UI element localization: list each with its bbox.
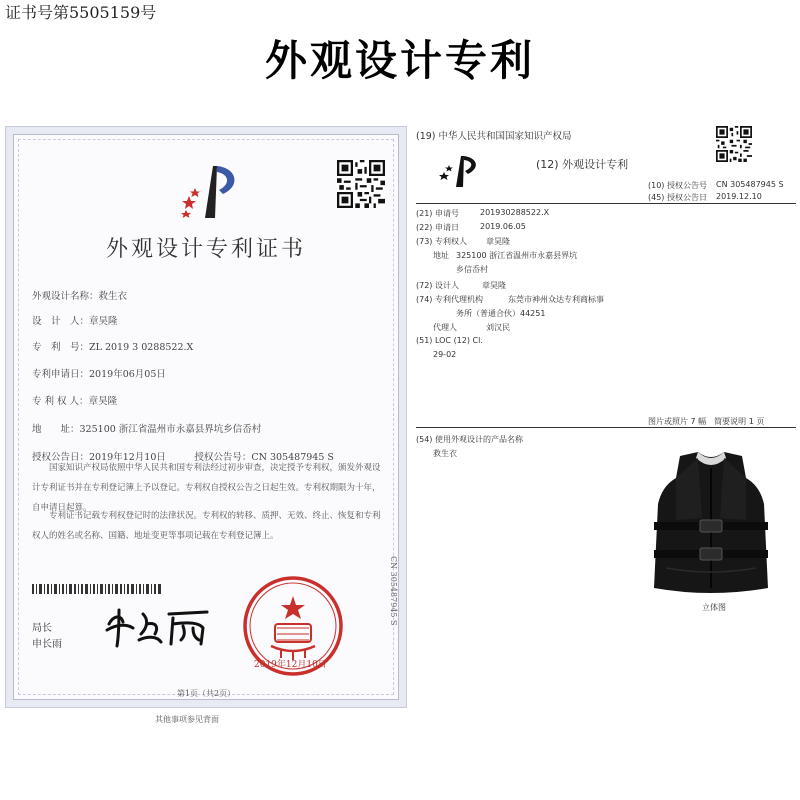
- seal-date: 2019年12月10日: [254, 660, 327, 670]
- life-vest-image: [636, 448, 786, 596]
- row-label-agent: 代理人: [433, 323, 457, 332]
- pages-note: 图片或照片 7 幅 简要说明 1 页: [648, 417, 765, 426]
- signer-title: 局长: [32, 623, 52, 634]
- field-application-date: 专利申请日：2019年06月05日: [32, 369, 166, 380]
- row-value-application-no: 201930288522.X: [480, 208, 550, 217]
- row-value-agency-cont: 务所（普通合伙）44251: [456, 309, 546, 318]
- grant-date-label: (45) 授权公告日: [648, 193, 707, 202]
- certificate-paragraph-1: 国家知识产权局依照中华人民共和国专利法经过初步审查，决定授予专利权，颁发外观设计专利证书并在专利登记簿上予以登记。专利权自授权公告之日起生效。专利权期限为十年，自申请日起算。: [32, 463, 381, 513]
- publication-qr-code-icon: [716, 126, 752, 162]
- patent-publication-document: [416, 126, 796, 628]
- field-patent-number: 专 利 号：ZL 2019 3 0288522.X: [32, 342, 194, 353]
- header-divider: [416, 203, 796, 204]
- certificate-page-number: 第1页（共2页）: [176, 689, 236, 698]
- page-banner-title: 外观设计专利: [264, 36, 535, 85]
- certificate-title: 外观设计专利证书: [105, 237, 306, 262]
- certificate-paragraph-2: 专利证书记载专利权登记时的法律状况。专利权的转移、质押、无效、终止、恢复和专利权人的姓名或名称、国籍、地址变更等事项记载在专利登记簿上。: [32, 511, 381, 541]
- publication-logo-icon: [436, 152, 482, 188]
- row-value-address-cont: 乡信岙村: [456, 265, 488, 274]
- row-value-designer: 章昊隆: [482, 281, 506, 290]
- field-patentee: 专 利 权 人：章昊隆: [32, 396, 118, 407]
- barcode-icon: [32, 584, 162, 594]
- section-divider: [416, 427, 796, 428]
- certificate-number: 证书号第5505159号: [5, 3, 157, 22]
- signer-name: 申长雨: [32, 639, 62, 650]
- row-label-designer: (72) 设计人: [416, 281, 459, 290]
- row-value-application-date: 2019.06.05: [480, 222, 526, 231]
- product-name-label: (54) 使用外观设计的产品名称: [416, 435, 523, 444]
- certificate-content: [5, 0, 407, 800]
- row-value-patentee: 章昊隆: [486, 237, 510, 246]
- row-label-loc: (51) LOC (12) Cl.: [416, 336, 483, 345]
- row-label-patentee: (73) 专利权人: [416, 237, 467, 246]
- row-label-application-date: (22) 申请日: [416, 223, 459, 232]
- publication-office: (19) 中华人民共和国国家知识产权局: [416, 131, 572, 142]
- field-design-name: 外观设计名称：救生衣: [32, 291, 128, 302]
- row-loc-class: 29-02: [433, 350, 457, 359]
- certificate-qr-code-icon: [337, 160, 385, 208]
- row-value-agency: 东莞市神州众达专利商标事: [508, 295, 604, 304]
- row-label-address: 地址: [433, 251, 449, 260]
- grant-number: CN 305487945 S: [716, 180, 784, 189]
- publication-doc-type: (12) 外观设计专利: [536, 158, 629, 171]
- field-address: 地 址：325100 浙江省温州市永嘉县界坑乡信岙村: [32, 424, 262, 435]
- row-label-agency: (74) 专利代理机构: [416, 295, 483, 304]
- grant-number-label: (10) 授权公告号: [648, 181, 707, 190]
- grant-date: 2019.12.10: [716, 192, 762, 201]
- cnipa-logo-icon: [175, 160, 245, 220]
- certificate-back-note: 其他事项参见背面: [155, 715, 219, 724]
- field-designer: 设 计 人：章昊隆: [32, 316, 118, 327]
- signature-icon: [103, 604, 213, 648]
- row-value-agent: 刘汉民: [486, 323, 510, 332]
- vertical-grant-number: CN 305487945 S: [389, 556, 398, 626]
- field-grant-date: 授权公告日：2019年12月10日 授权公告号：CN 305487945 S: [32, 452, 334, 463]
- view-caption: 立体图: [702, 603, 726, 612]
- product-name: 救生衣: [433, 449, 457, 458]
- row-value-address: 325100 浙江省温州市永嘉县界坑: [456, 251, 578, 260]
- row-label-application-no: (21) 申请号: [416, 209, 459, 218]
